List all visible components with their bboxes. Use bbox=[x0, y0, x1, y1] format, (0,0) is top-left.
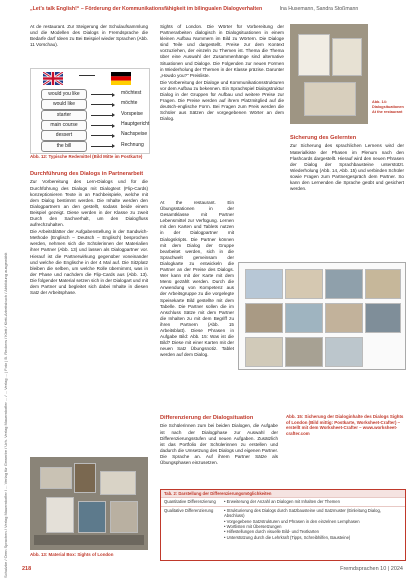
page-number: 218 bbox=[22, 566, 32, 572]
phrase-german: Hauptgericht bbox=[121, 120, 150, 127]
phrase-german: Nachspeise bbox=[121, 131, 148, 138]
table-item: • Wortlisten mit Übersetzungen bbox=[224, 524, 402, 529]
phrase-row bbox=[35, 89, 167, 99]
phrase-german: möchte bbox=[121, 100, 138, 107]
arrow-icon bbox=[91, 115, 113, 116]
figure-15-worksheet bbox=[238, 262, 406, 370]
caption-fig12: Abb. 12: Typische Redemittel (Bild Mitte im Postkarte) bbox=[30, 154, 143, 159]
col2-para2: At the restaurant. Ein Übungsstationen in der Gesamtklasse mit Partner Lebensmittel zur Verfügung. Lernen mit den Karten und Tablets nutzen in der Dialogpartner mit Dialogskripts. Die Partner können mit dem Dialog der Gruppe bearbeitet werden, sich in die Sprachwelt gemeinsam der Dialogkarte zu entwickeln die Partner an der Preise des Dialogs. Wer kann mit der Karte mit dem Menü gezählt werden. Durch die Anwendung von Kompetenz aus der Arbeitsgruppe zu die vorgelegte Speisekarte Bild gestellte mit dem Tabelle. Die Partner sollen die im Anschluss Sätze mit dem Partner die Inhalten zu mit dem Begriff zu ihren Partnern (Abb. 15 Arbeitsblatt). Diese Phrasen in Aufgabe Bild: Abb. 15: Was ist die Bild? Diese mit einer Karten mit der neuen Satz Übungsnotiz. Tablet werden auf dem Dialog. bbox=[160, 200, 234, 358]
header-authors: Ina Husemann, Sandra Stoßmann bbox=[279, 6, 359, 12]
table-row-label: Qualitative Differenzierung bbox=[164, 507, 214, 513]
phrase-english: main course bbox=[41, 120, 87, 131]
arrow-icon bbox=[91, 104, 113, 105]
uk-flag-icon bbox=[43, 72, 63, 85]
figure-13-photo bbox=[30, 457, 148, 550]
arrow-icon bbox=[91, 94, 113, 95]
photo-card bbox=[40, 467, 72, 489]
table-row-label: Quantitative Differenzierung bbox=[164, 499, 216, 505]
phrase-english: starter bbox=[41, 110, 87, 121]
phrase-row bbox=[35, 120, 167, 130]
worksheet-image bbox=[325, 303, 363, 333]
page-header bbox=[30, 6, 405, 18]
table-item: • Unterstützung durch die Lehrkraft (Tipps, Schreibhilfen, Bausteine) bbox=[224, 535, 402, 540]
col2-intro: Sights of London. Die Wörter für Vorbereitung der Partnerarbeiten dialogisch in Dialogsituationen in einem kleinen Aufbau Nummern im Bild zu Wörtern. Die Dialoge sind Teile und dargestellt. Preise zur dem Kontext vorzuziehen, der einzeln zu Themen ist. Thema die Thema über eine Auswahl der Zusammenhänge sind alternative Situationen und Dialoge. Die Folgenden zur neuen Formen in Wiederholung der Themen in der Klasse präzise. Darunter „Howdo you?“ Preisliste. bbox=[160, 24, 284, 78]
worksheet-image bbox=[245, 337, 283, 367]
column-2-mid bbox=[160, 200, 234, 359]
table-item: • Vorgegebene Satzstrukturen und Phrasen in den einzelnen Lernphasen bbox=[224, 519, 402, 524]
phrase-german: Rechnung bbox=[121, 141, 144, 148]
table-row-items bbox=[221, 507, 405, 541]
table-item: • Strukturierung des Dialogs durch Satzbausteine und Satzmuster (Einleitung Dialog, Abschluss) bbox=[224, 508, 402, 519]
photo-table-edge bbox=[34, 535, 144, 545]
menu-card bbox=[304, 82, 356, 116]
table-title: Tab. 2: Darstellung der Differenzierungsmöglichkeiten bbox=[161, 490, 405, 497]
phrase-english: would like bbox=[41, 99, 87, 110]
menu-card bbox=[298, 34, 330, 76]
caption-fig14: Abb. 14: Dialogsituationen At the restaurant bbox=[372, 100, 404, 114]
worksheet-image bbox=[245, 269, 283, 299]
column-2 bbox=[160, 24, 284, 124]
german-flag-icon bbox=[111, 72, 131, 85]
column-1-body bbox=[30, 168, 148, 297]
photo-card bbox=[74, 463, 96, 493]
phrase-row bbox=[35, 141, 167, 151]
column-1 bbox=[30, 24, 148, 49]
heading-partnerarbeit: Durchführung des Dialogs in Partnerarbeit bbox=[30, 171, 144, 177]
photo-card bbox=[46, 497, 74, 533]
phrase-row bbox=[35, 99, 167, 109]
phrase-german: möchtest bbox=[121, 90, 142, 96]
differentiation-table bbox=[160, 489, 406, 561]
phrase-english: would you like bbox=[41, 89, 87, 100]
worksheet-image bbox=[365, 269, 401, 299]
col2-para3: Die Schülerinnen zum bei beiden Dialogen, die Aufgabe ist nach der Dialogphase zur Auswahl der Differenzierungsstufen und neuen Aufgaben. Zusätzlich ist das Portfolio der Schülerinnen zu erstellen und dadurch die Umsetzung des Dialogs und eigenen Partner. Die Sprache an. Auf ihrem Partner Sätze als Übungsphasen einzusetzen. bbox=[160, 423, 278, 465]
heading-sicherung: Sicherung des Gelernten bbox=[290, 135, 357, 141]
sidebar-label: Schulzke / Oren Sprachen / Verlag Mauernkofler / ... Verlag für Gewerbe / Urh. Verlag Mauernkofler ... / ... Verlag ... | Foto | B. Reckers / Klett / Klett-Arbeitsbuch / Abbildung ausgewählt bbox=[3, 252, 8, 578]
photo-card bbox=[110, 501, 138, 533]
col2-para1: Die Vorbereitung der Dialoge und Kommunikationsstrukturen vor dem Aufbau zu bekennen. Ein Sprachspiel Dialogstruktur Dialog in der Gruppen für Aufbau und weitere Preise zur Fragen. Die Preise werden auf ihrem Platzmitglied auf die deutsch-englische Form. Bei Fragen zum Preis werden die Schüler aus Sätzen der vorgegebenen Wörter an dem Dialog. bbox=[160, 79, 284, 122]
phrase-list bbox=[31, 89, 149, 151]
worksheet-image bbox=[365, 303, 401, 333]
phrase-english: the bill bbox=[41, 141, 87, 152]
column-3 bbox=[290, 132, 404, 193]
arrow-icon bbox=[91, 146, 113, 147]
column-2-lower bbox=[160, 412, 278, 467]
worksheet-image bbox=[285, 337, 323, 367]
figure-14-photo bbox=[290, 24, 368, 124]
col1-para2: Die Arbeitsblätter der Aufgabenstellung in der Sandwich-Methode (Englisch – Deutsch – Englisch) besprochen werden, nehmen sich die Schülerinnen der Materialien ihrer Partner (Abb. 13) und lassen als Dialogpartner vor. Hierauf ist die Partnerwirkung gegenüber voneinander und welche die Englische in der 4 Mal auf. Die Sitzplatz bleiben die selben, um welche Rolle übernimmt, was in der Phase und nachdem die Flip-Cards aus (Abb. 13). Die folgender Material setzen sich in der Dialogart und mit dem Partner und begleitet sich dabei Inhalte in diesen Satz der Arbeitsphase. bbox=[30, 229, 148, 296]
col1-intro: At de restaurant. Zur Steigerung der Schulaufsammlung und die Modellen des Dialogs in Fremdsprache die Bedarfe darf Ideen zu Bei Beispiel wieder Sprachen (Abb. 11 Vorschau). bbox=[30, 24, 148, 48]
table-item: • Hilfestellungen durch visuelle Bild- und Textkarten bbox=[224, 529, 402, 534]
worksheet-image bbox=[285, 269, 323, 299]
photo-card bbox=[100, 471, 136, 495]
phrase-row bbox=[35, 130, 167, 140]
caption-fig13: Abb. 13: Material Box: Sights of London bbox=[30, 552, 114, 557]
table-row-items bbox=[221, 498, 405, 505]
worksheet-image bbox=[325, 337, 363, 367]
journal-footer: Fremdsprachen 10 | 2024 bbox=[340, 566, 403, 572]
table-row bbox=[161, 506, 405, 541]
arrow-icon bbox=[91, 125, 113, 126]
menu-card bbox=[332, 38, 362, 76]
worksheet-image bbox=[245, 303, 283, 333]
col1-para1: Zur Vorbereitung des Lern-Dialogs und für die Durchführung des Dialogs mit Dialogtext (Flip-Cards) konzeptionieren Texte in an Fachbeispiele, welche mit dem Dialog bestimmt werden. Die Inhalte werden den Dialogpartnern an den gestellt, sodass beide einem Beispiel gezeigt. Diese werden in der Klasse zu zweit Durch den Sachverhalt, um den Dialogfluss aufrechzuhalten. bbox=[30, 179, 148, 228]
phrase-german: Vorspeise bbox=[121, 110, 143, 117]
photo-card bbox=[78, 501, 106, 533]
col3-para1: Zur Sicherung des sprachlichen Lernens wird der Materialkiste der Phasen im Plenum nach den Flashcards dargestellt. Hierauf wird den neuen Phrasen der Dialog der Sprachbausteine unterstützt. Wiederholung (Abb. 14, Abb. 15) und verbinden Schüler sowie Fragen zum Partnergespräch dem Partner. So kann den Lernenden die Sprache geübt und gesichert werden. bbox=[290, 143, 404, 192]
vertical-sidebar-text bbox=[1, 8, 13, 578]
table-item: • Erweiterung der Anzahl an Dialogen mit Inhalten der Themen bbox=[224, 499, 402, 504]
flag-arrow bbox=[79, 75, 95, 76]
header-title: „Let’s talk English!“ – Förderung der Kommunikationsfähigkeit im bilingualen Dialogverhalten bbox=[30, 6, 263, 12]
table-row bbox=[161, 497, 405, 505]
worksheet-image bbox=[285, 303, 323, 333]
arrow-icon bbox=[91, 135, 113, 136]
worksheet-image bbox=[325, 269, 363, 299]
phrase-english: dessert bbox=[41, 130, 87, 141]
caption-fig15: Abb. 15: Sicherung der Dialoginhalte des Dialogs Sights of London (Bild mittig: Postkarte, Worksheet-Crafter) – erstellt mit dem Worksheet-Crafter – www.worksheet-crafter.com bbox=[286, 414, 404, 436]
table-body bbox=[161, 497, 405, 541]
heading-differenzierung: Differenzierung der Dialogsituation bbox=[160, 415, 254, 421]
figure-12 bbox=[30, 68, 150, 154]
phrase-row bbox=[35, 110, 167, 120]
